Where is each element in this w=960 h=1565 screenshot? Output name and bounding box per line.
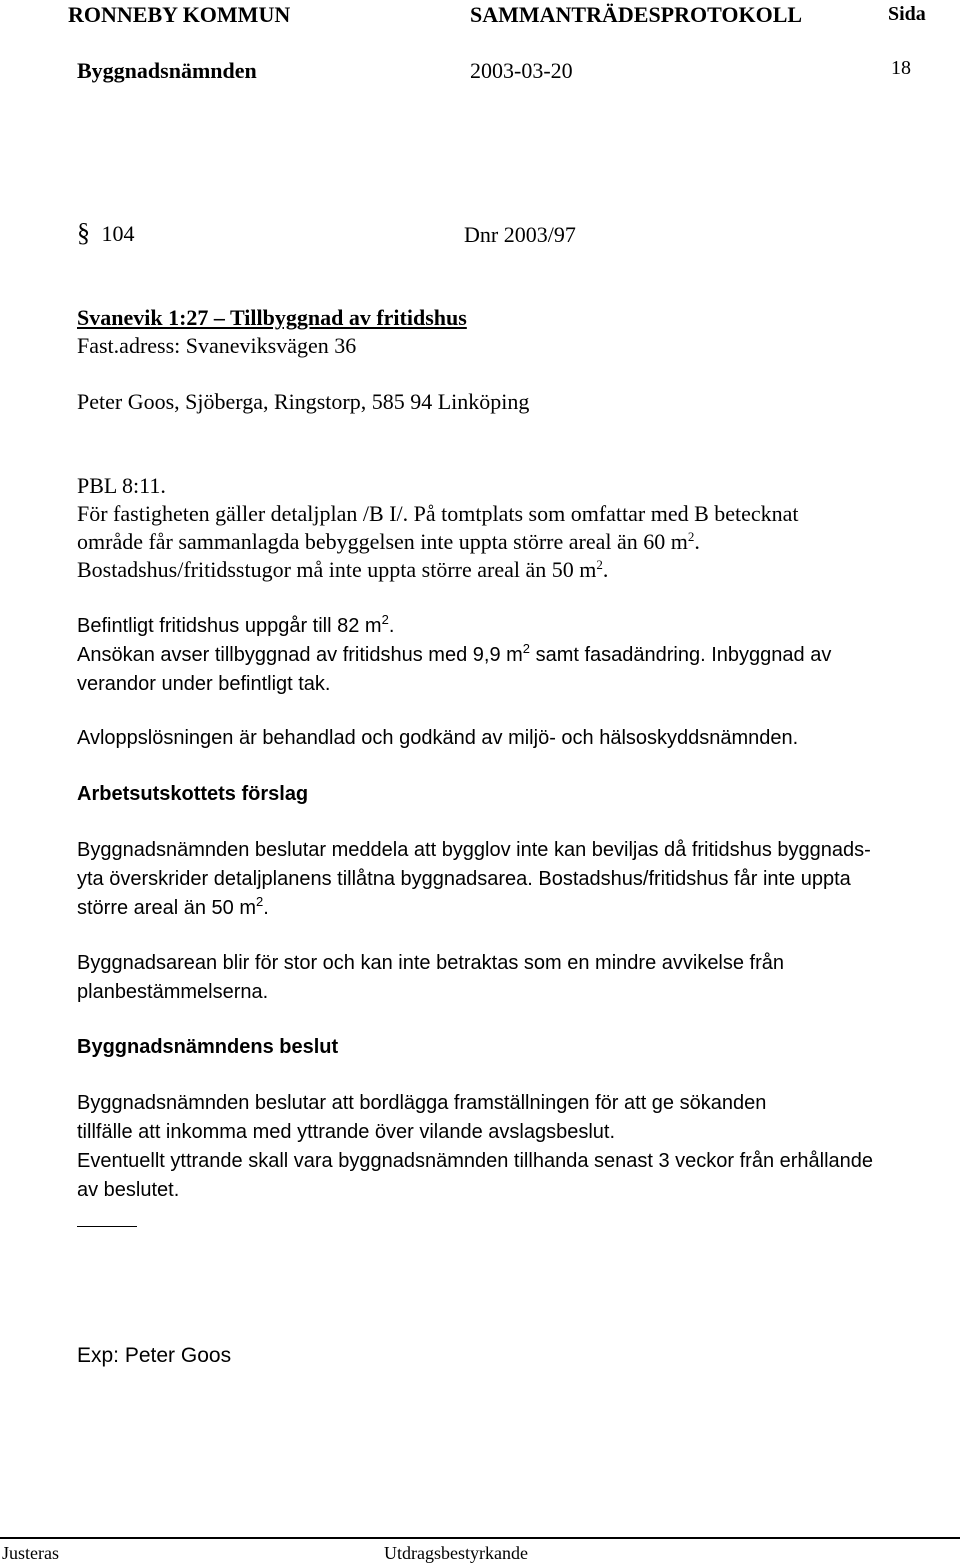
application-description-cont: verandor under befintligt tak. — [77, 673, 331, 695]
applicant: Peter Goos, Sjöberga, Ringstorp, 585 94 Linköping — [77, 389, 530, 414]
property-address: Fast.adress: Svaneviksvägen 36 — [77, 333, 357, 358]
distribution-list: Exp: Peter Goos — [77, 1344, 232, 1367]
org-name: RONNEBY KOMMUN — [68, 2, 291, 27]
section-number-value: 104 — [101, 221, 135, 246]
existing-building-area: Befintligt fritidshus uppgår till 82 $m^2$. — [77, 612, 395, 637]
background-line-1: PBL 8:11. — [77, 473, 166, 498]
proposal-p1-line-1: Byggnadsnämnden beslutar meddela att bygglov inte kan beviljas då fritidshus byggnads- — [77, 839, 871, 861]
dnr-reference: Dnr 2003/97 — [464, 222, 576, 247]
decision-line-2: tillfälle att inkomma med yttrande över vilande avslagsbeslut. — [77, 1121, 616, 1143]
background-line-3: område får sammanlagda bebyggelsen inte uppta större areal än 60 $m^2$. — [77, 529, 700, 554]
item-title-block — [77, 304, 957, 360]
decision-heading: Byggnadsnämndens beslut — [77, 1036, 339, 1058]
footer-utdragsbestyrkande: Utdragsbestyrkande — [384, 1543, 528, 1563]
proposal-paragraph-2 — [77, 949, 957, 1007]
application-description: Ansökan avser tillbyggnad av fritidshus med 9,9 $m^2$ samt fasadändring. Inbyggnad av — [77, 641, 832, 666]
sewage-statement: Avloppslösningen är behandlad och godkänd av miljö- och hälsoskyddsnämnden. — [77, 727, 799, 749]
proposal-heading-block — [77, 780, 957, 809]
meeting-date: 2003-03-20 — [470, 58, 573, 83]
footer-justeras: Justeras — [2, 1543, 59, 1563]
footer-rule — [0, 1537, 960, 1539]
applicant-block — [77, 388, 957, 416]
document-type: SAMMANTRÄDESPROTOKOLL — [470, 2, 803, 27]
proposal-p2-line-2: planbestämmelserna. — [77, 981, 269, 1003]
decision-line-3: Eventuellt yttrande skall vara byggnadsnämnden tillhanda senast 3 veckor från erhållande — [77, 1150, 874, 1172]
page-label: Sida — [888, 3, 926, 25]
proposal-heading: Arbetsutskottets förslag — [77, 783, 309, 805]
background-line-4: Bostadshus/fritidsstugor må inte uppta större areal än 50 $m^2$. — [77, 557, 609, 582]
decision-line-4: av beslutet. — [77, 1179, 180, 1201]
decision-line-1: Byggnadsnämnden beslutar att bordlägga framställningen för att ge sökanden — [77, 1092, 767, 1114]
separator-rule — [77, 1226, 137, 1227]
proposal-p2-line-1: Byggnadsarean blir för stor och kan inte betraktas som en mindre avvikelse från — [77, 952, 785, 974]
decision-paragraph — [77, 1089, 957, 1205]
section-number — [77, 220, 135, 246]
item-title: Svanevik 1:27 – Tillbyggnad av fritidshus — [77, 305, 467, 330]
background-line-2: För fastigheten gäller detaljplan /B I/. På tomtplats som omfattar med B betecknat — [77, 501, 799, 526]
proposal-p1-line-2: yta överskrider detaljplanens tillåtna byggnadsarea. Bostadshus/fritidshus får inte uppta — [77, 868, 851, 890]
page-number: 18 — [891, 57, 911, 79]
proposal-p1-line-3: större areal än 50 $m^2$. — [77, 894, 269, 919]
background-block — [77, 472, 957, 584]
section-symbol: § — [77, 218, 90, 247]
proposal-paragraph-1 — [77, 836, 957, 923]
decision-heading-block — [77, 1033, 957, 1062]
details-block — [77, 612, 957, 699]
sewage-block — [77, 724, 957, 753]
board-name: Byggnadsnämnden — [77, 58, 257, 83]
